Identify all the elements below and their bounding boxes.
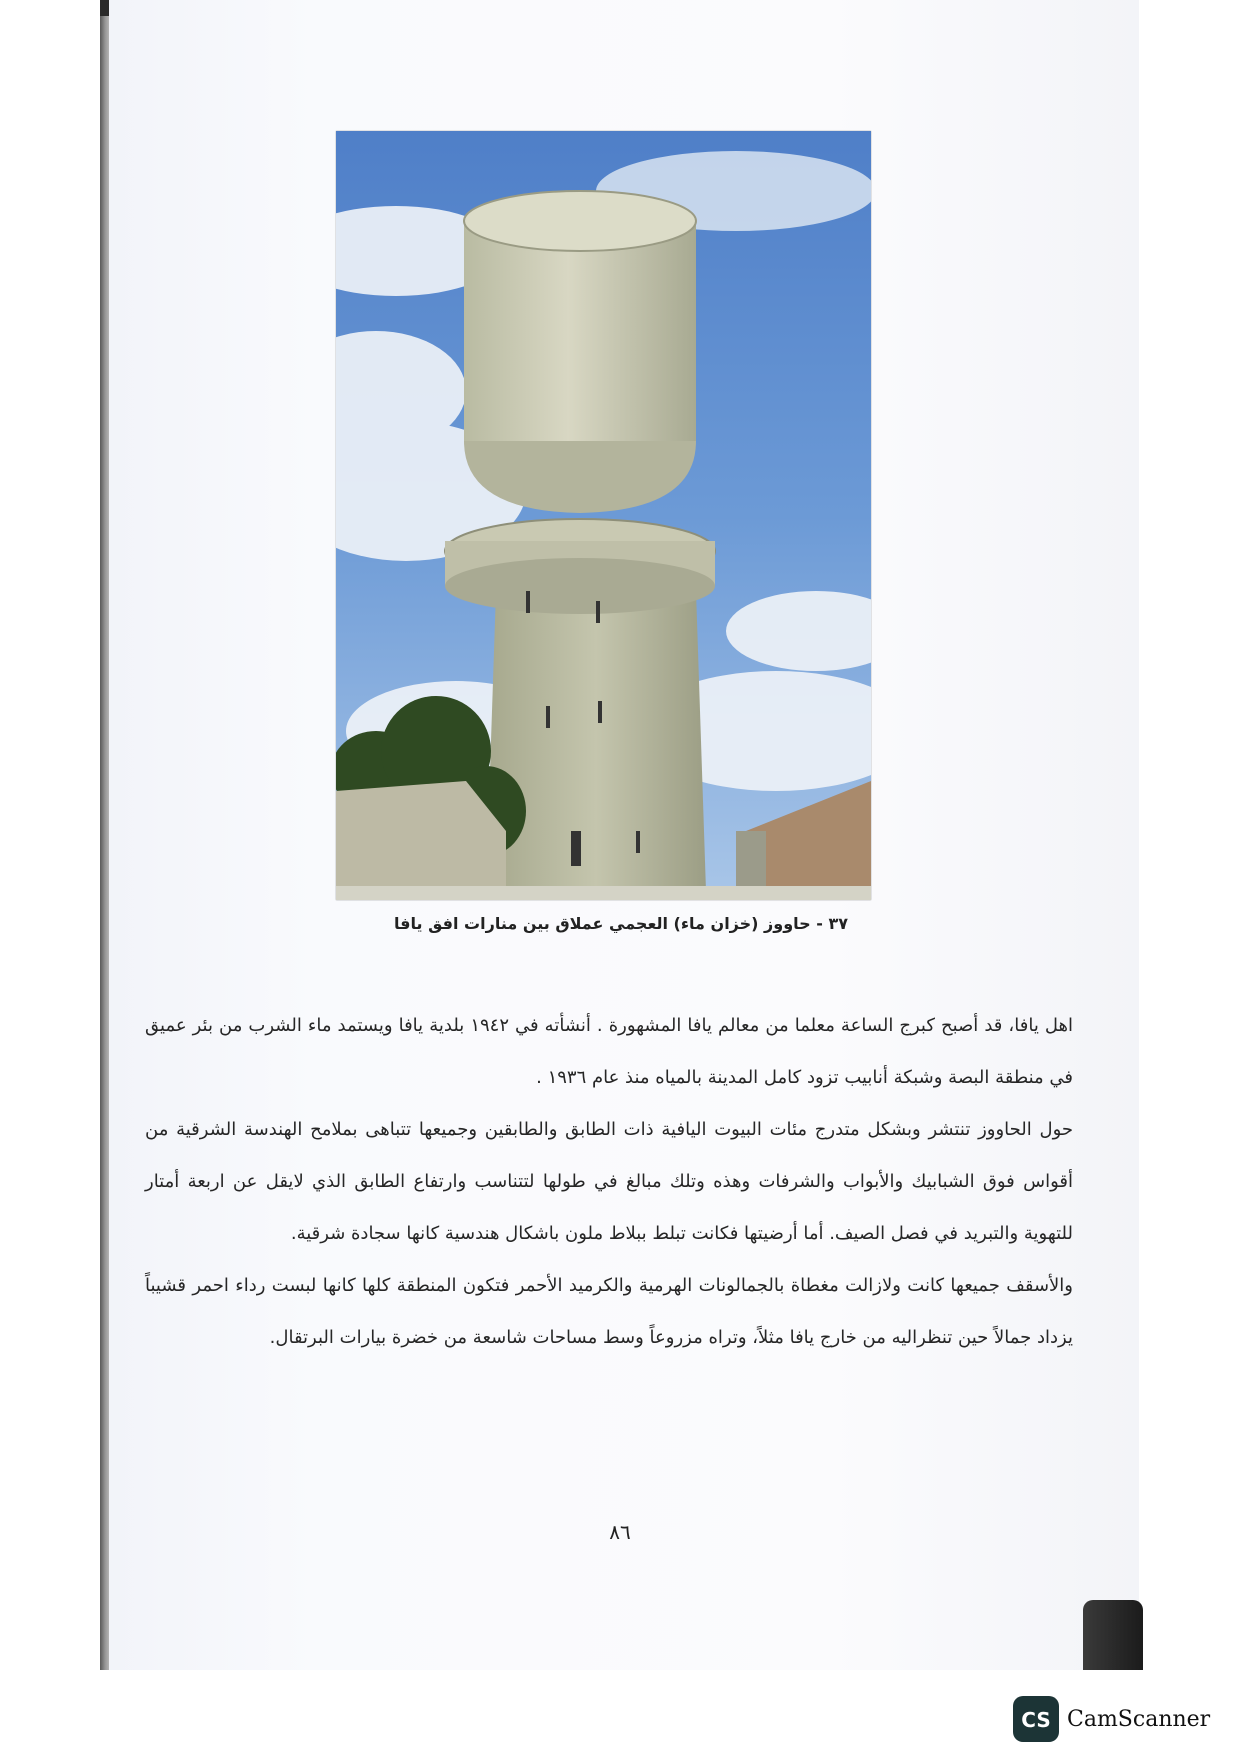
paragraph: حول الحاووز تنتشر وبشكل متدرج مئات البيوت اليافية ذات الطابق والطابقين وجميعها تتباهى بملامح الهندسة الشرقية من أقواس فوق الشبابيك والأبواب والشرفات وهذه وتلك مبالغ في طولها لتتناسب وارتفاع الطابق الذي لايقل عن اربعة أمتار للتهوية والتبريد في فصل الصيف. أما أرضيتها فكانت تبلط ببلاط ملون باشكال هندسية كانها سجادة شرقية.: [145, 1119, 1073, 1244]
water-tower-photo: [336, 131, 871, 900]
ribbon-bookmark: [1083, 1600, 1143, 1670]
svg-text:CS: CS: [1021, 1708, 1051, 1732]
camscanner-watermark: [1013, 1696, 1210, 1742]
paragraph: والأسقف جميعها كانت ولازالت مغطاة بالجمالونات الهرمية والكرميد الأحمر فتكون المنطقة كلها كانها لبست رداء احمر قشيباً يزداد جمالاً حين تنظراليه من خارج يافا مثلاً، وتراه مزروعاً وسط مساحات شاسعة من خضرة بيارات البرتقال.: [145, 1275, 1073, 1348]
page-number: ٨٦: [609, 1520, 631, 1544]
ground: [336, 886, 871, 900]
body-text: [145, 1000, 1073, 1364]
figure-caption: ٣٧ - حاووز (خزان ماء) العجمي عملاق بين منارات افق يافا: [394, 914, 848, 933]
paragraph: اهل يافا، قد أصبح كبرج الساعة معلما من معالم يافا المشهورة . أنشأته في ١٩٤٢ بلدية يافا ويستمد ماء الشرب من بئر عميق في منطقة البصة وشبكة أنابيب تزود كامل المدينة بالمياه منذ عام ١٩٣٦ .: [145, 1015, 1073, 1088]
camscanner-logo-icon: [1013, 1696, 1059, 1742]
camscanner-brand: CamScanner: [1067, 1706, 1211, 1732]
